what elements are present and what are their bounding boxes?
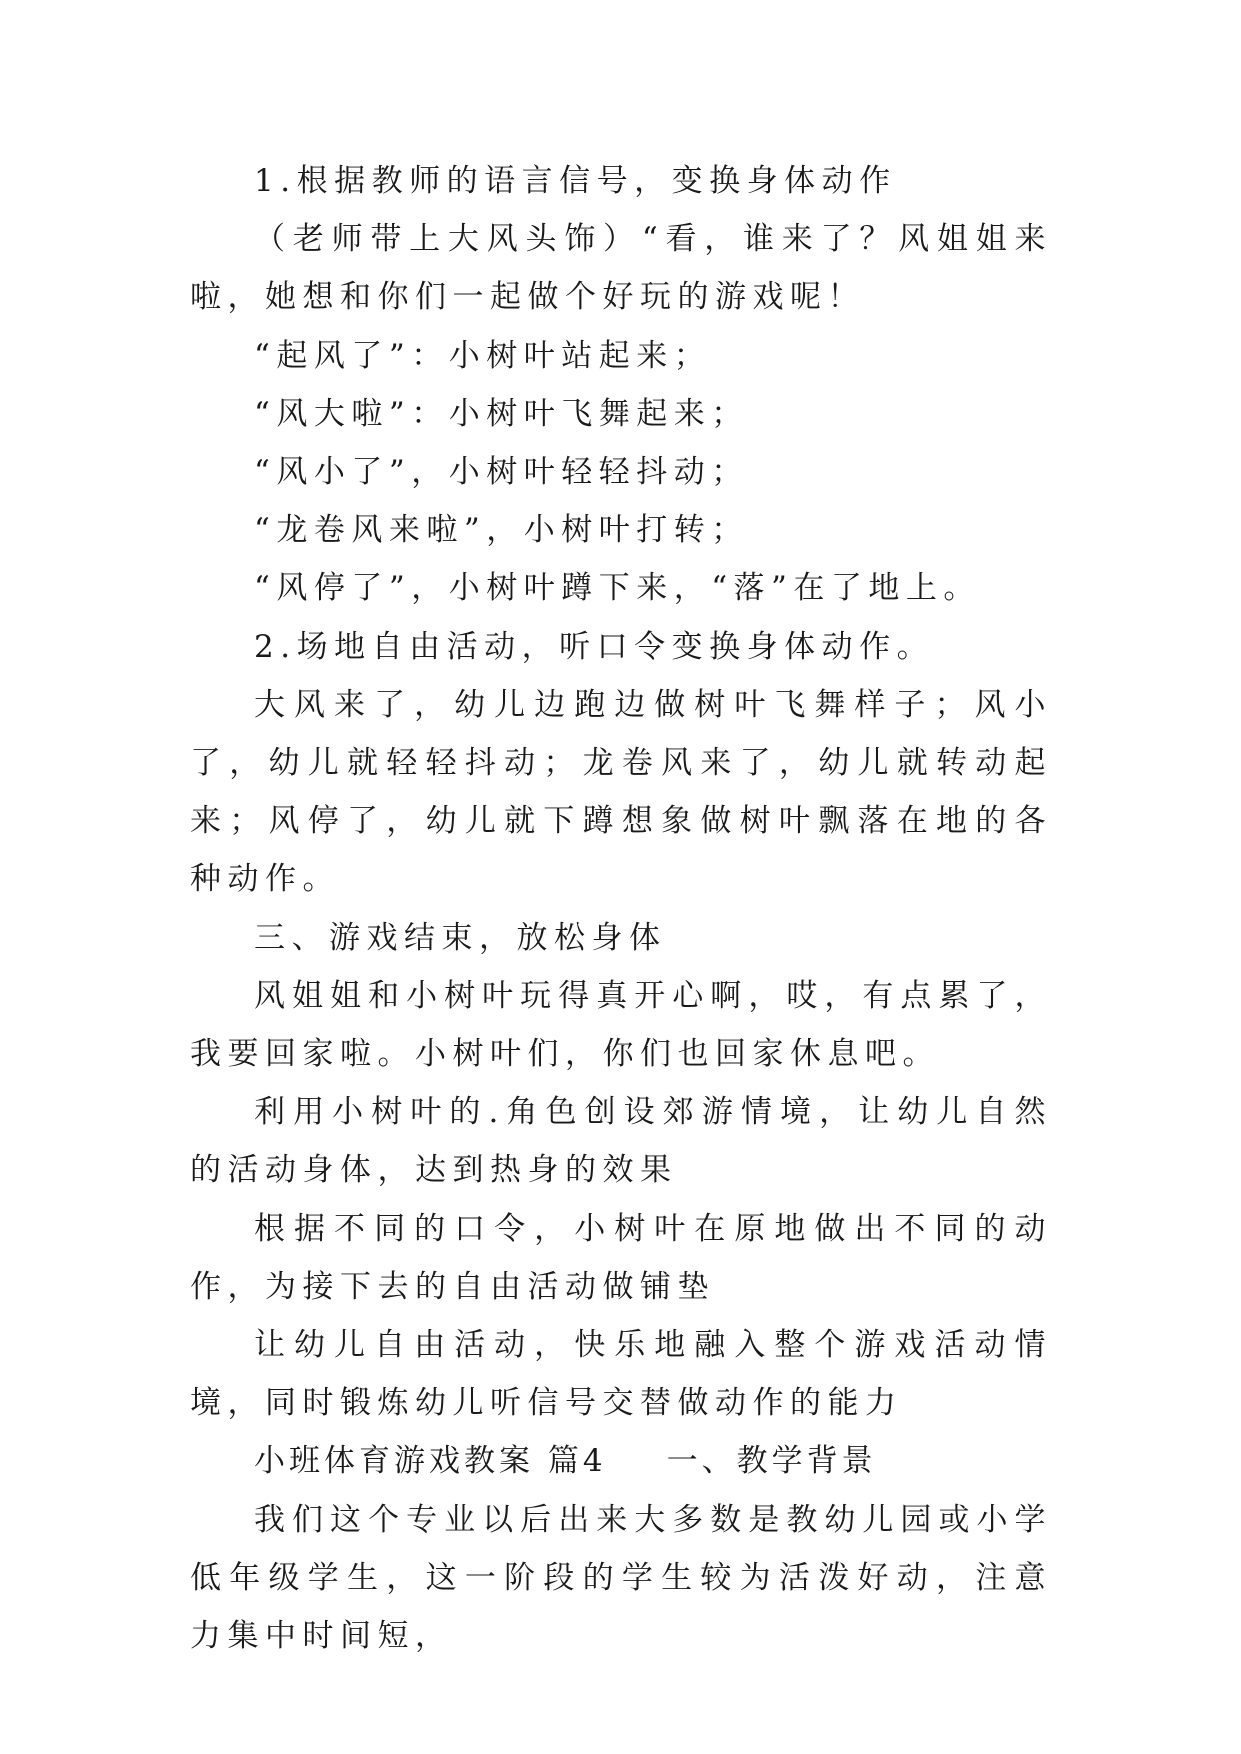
paragraph-intro-wind-sister: （老师带上大风头饰）“看，谁来了？风姐姐来啦，她想和你们一起做个好玩的游戏呢！ bbox=[190, 221, 1052, 316]
paragraph-free-activity: 大风来了，幼儿边跑边做树叶飞舞样子；风小了，幼儿就轻轻抖动；龙卷风来了，幼儿就转动起来；风停了，幼儿就下蹲想象做树叶飘落在地的各种动作。 bbox=[190, 686, 1052, 898]
paragraph-teaching-background: 我们这个专业以后出来大多数是教幼儿园或小学低年级学生，这一阶段的学生较为活泼好动，注意力集中时间短， bbox=[190, 1501, 1052, 1655]
section-heading-title: 小班体育游戏教案 bbox=[254, 1443, 534, 1480]
paragraph-step-2: 2.场地自由活动，听口令变换身体动作。 bbox=[254, 628, 935, 665]
paragraph-step-1: 1.根据教师的语言信号，变换身体动作 bbox=[254, 163, 897, 199]
paragraph-wind-weak: “风小了”，小树叶轻轻抖动； bbox=[254, 454, 749, 491]
paragraph-free-activity-note: 让幼儿自由活动，快乐地融入整个游戏活动情境，同时锻炼幼儿听信号交替做动作的能力 bbox=[190, 1327, 1052, 1422]
paragraph-wind-stops: “风停了”，小树叶蹲下来，“落”在了地上。 bbox=[254, 570, 981, 607]
paragraph-commands-note: 根据不同的口令，小树叶在原地做出不同的动作，为接下去的自由活动做铺垫 bbox=[190, 1210, 1052, 1305]
document-body bbox=[190, 152, 1052, 1665]
paragraph-tornado: “龙卷风来啦”，小树叶打转； bbox=[254, 512, 749, 549]
section-heading bbox=[190, 1432, 1052, 1490]
paragraph-game-end: 风姐姐和小树叶玩得真开心啊，哎，有点累了，我要回家啦。小树叶们，你们也回家休息吧。 bbox=[190, 977, 1052, 1073]
paragraph-warmup-note: 利用小树叶的.角色创设郊游情境，让幼儿自然的活动身体，达到热身的效果 bbox=[190, 1094, 1052, 1189]
paragraph-wind-strong: “风大啦”：小树叶飞舞起来； bbox=[254, 395, 749, 432]
section-heading-number: 篇4 bbox=[547, 1443, 607, 1480]
paragraph-section-three: 三、游戏结束，放松身体 bbox=[254, 919, 667, 956]
section-subheading: 一、教学背景 bbox=[666, 1443, 877, 1480]
paragraph-wind-rises: “起风了”：小树叶站起来； bbox=[254, 337, 712, 374]
